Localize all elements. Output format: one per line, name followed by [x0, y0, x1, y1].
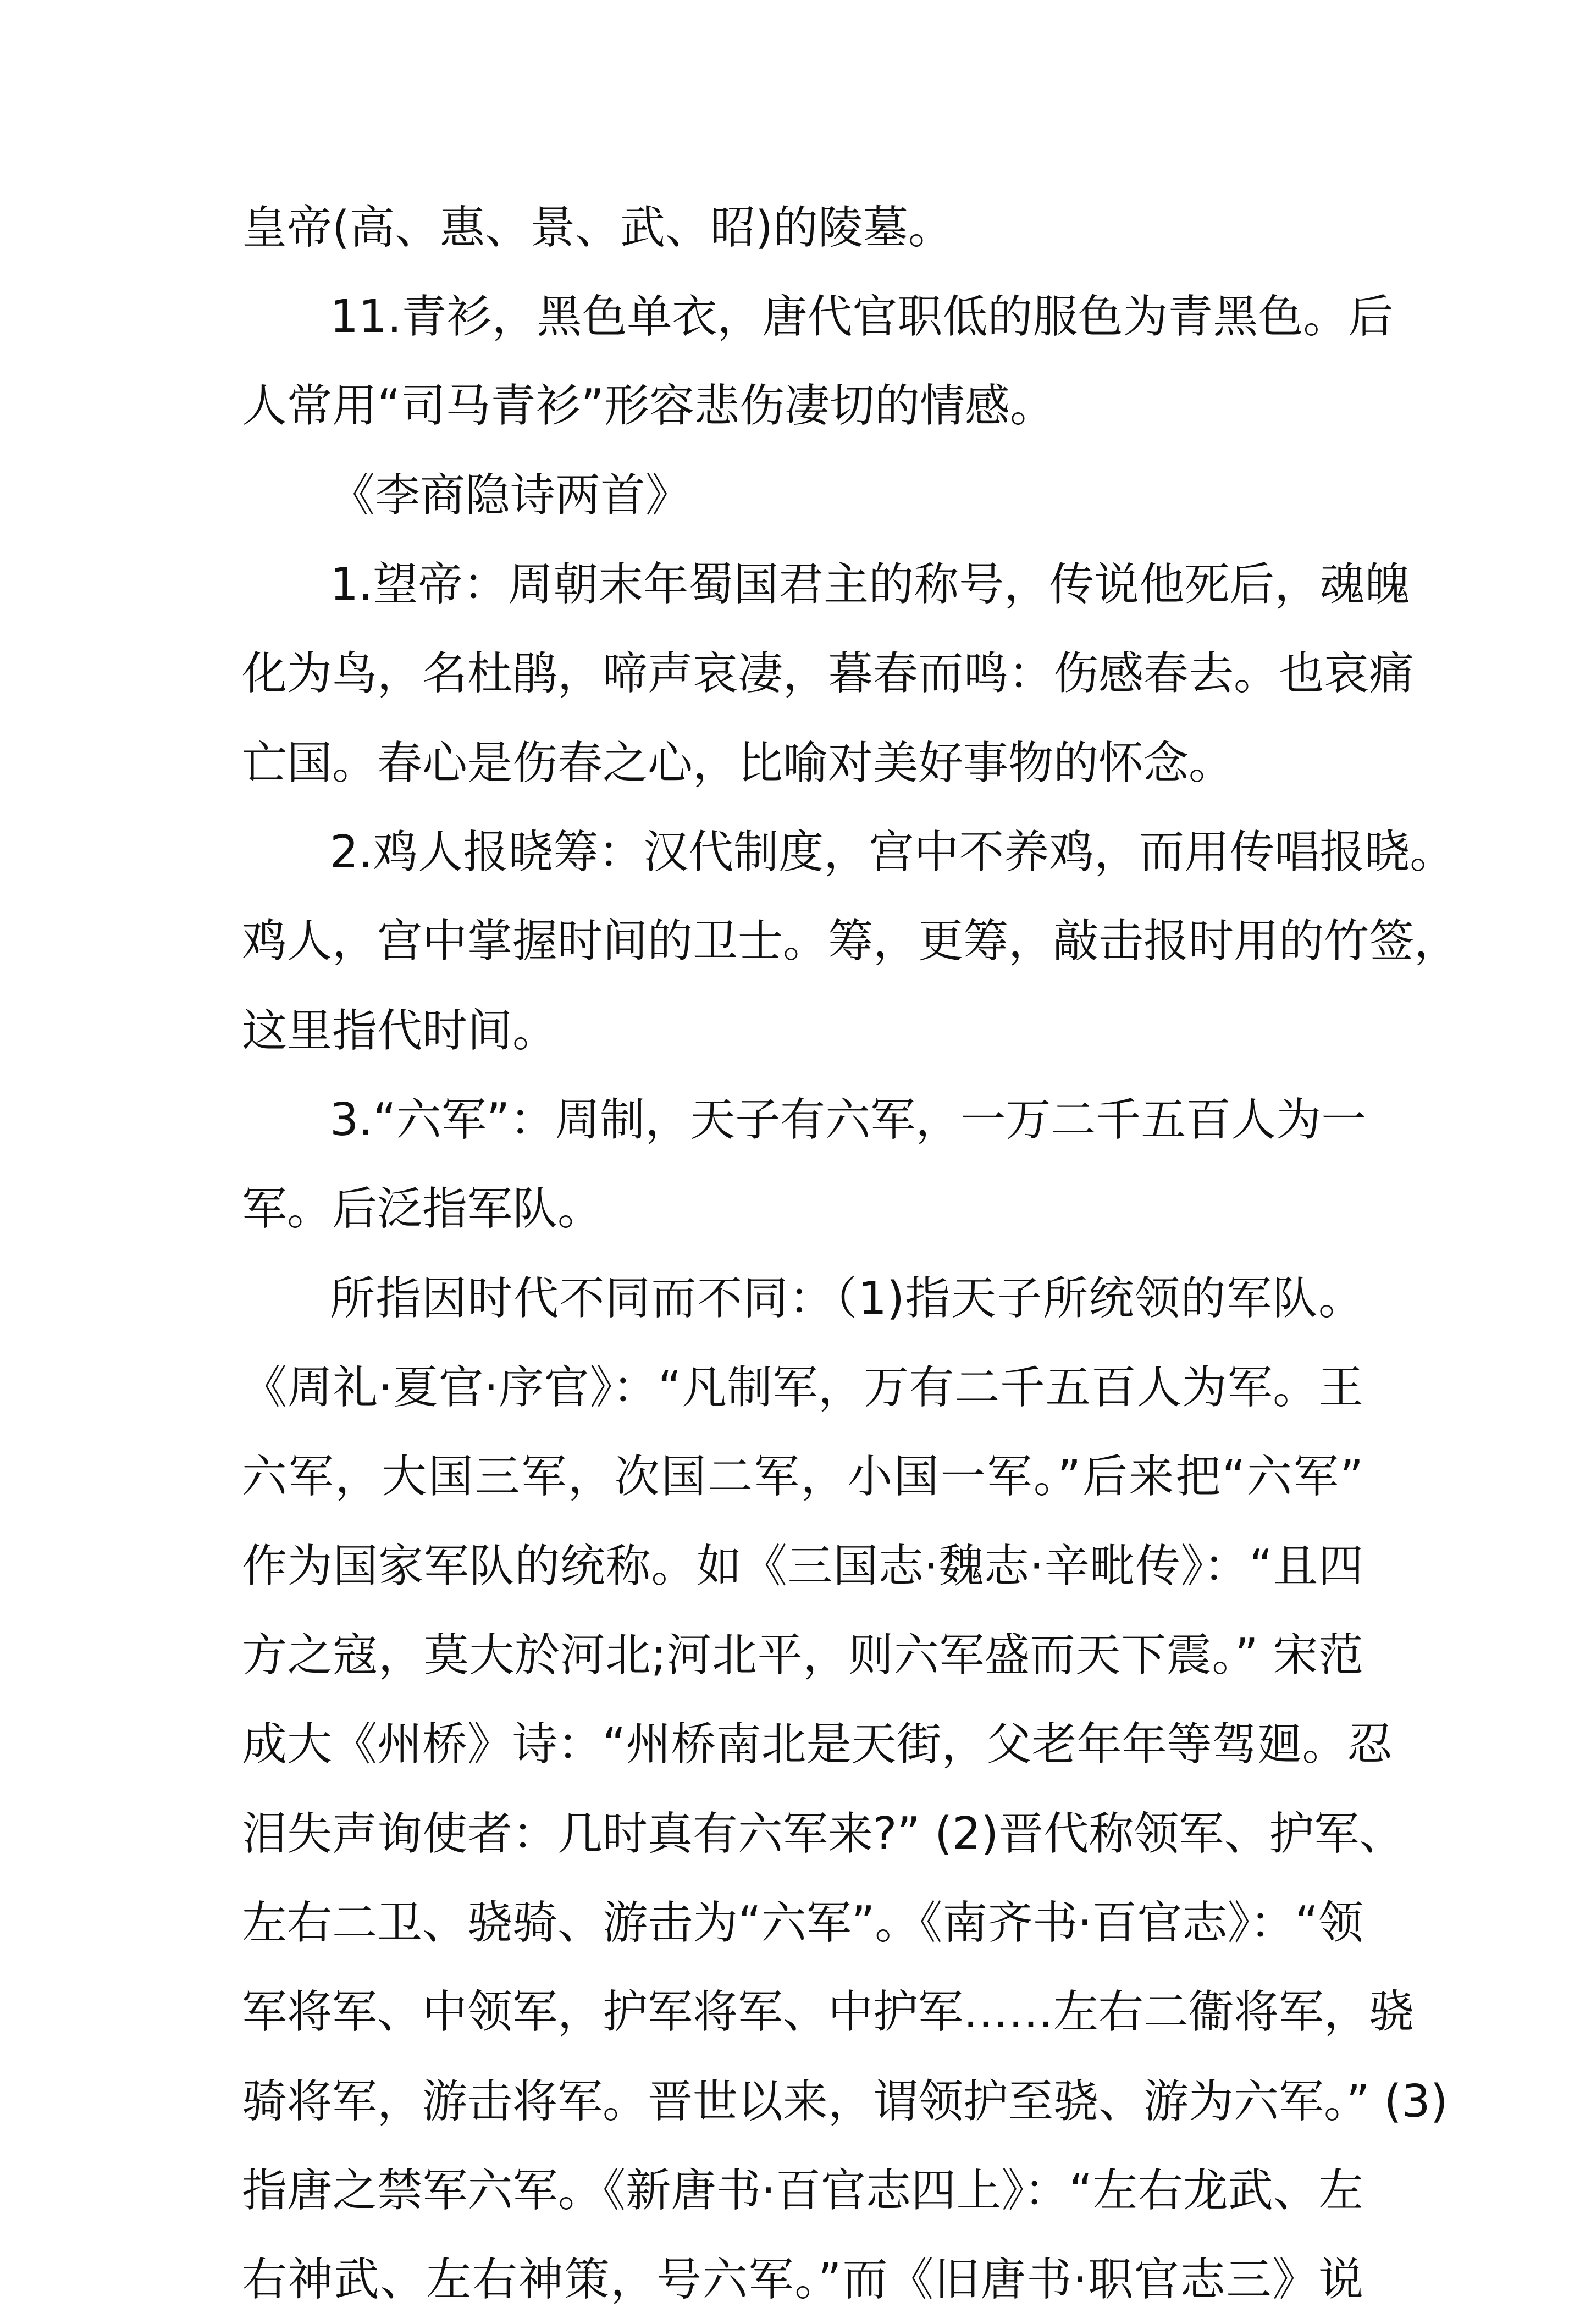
text-line: 这里指代时间。: [242, 1005, 558, 1057]
text-line: 2.鸡人报晓筹：汉代制度，宫中不养鸡，而用传唱报晓。: [330, 826, 1455, 878]
text-line: 1.望帝：周朝末年蜀国君主的称号，传说他死后，魂魄: [330, 558, 1410, 611]
text-line: 成大《州桥》诗：“州桥南北是天街，父老年年等驾廻。忍: [242, 1718, 1393, 1770]
section-title: 《李商隐诗两首》: [330, 469, 691, 522]
text-line: 皇帝(高、惠、景、武、昭)的陵墓。: [242, 202, 953, 254]
text-line: 右神武、左右神策，号六军。”而《旧唐书·职官志三》说: [242, 2254, 1363, 2306]
text-line: 所指因时代不同而不同：（1)指天子所统领的军队。: [330, 1272, 1363, 1325]
text-line: 指唐之禁军六军。《新唐书·百官志四上》：“左右龙武、左: [242, 2165, 1363, 2217]
text-line: 作为国家军队的统称。如《三国志·魏志·辛毗传》：“且四: [242, 1540, 1363, 1592]
text-line: 化为鸟，名杜鹃，啼声哀凄，暮春而鸣：伤感春去。也哀痛: [242, 648, 1415, 700]
text-line: 《周礼·夏官·序官》：“凡制军，万有二千五百人为军。王: [242, 1362, 1363, 1414]
text-line: 六军，大国三军，次国二军，小国一军。”后来把“六军”: [242, 1451, 1363, 1503]
text-line: 军。后泛指军队。: [242, 1183, 603, 1235]
text-line: 亡国。春心是伤春之心，比喻对美好事物的怀念。: [242, 737, 1234, 789]
text-line: 11.青衫，黑色单衣，唐代官职低的服色为青黑色。后: [330, 291, 1394, 343]
text-line: 左右二卫、骁骑、游击为“六军”。《南齐书·百官志》：“领: [242, 1897, 1363, 1949]
text-line: 军将军、中领军，护军将军、中护军……左右二衞将军，骁: [242, 1986, 1415, 2038]
text-line: 骑将军，游击将军。晋世以来，谓领护至骁、游为六军。” (3): [242, 2076, 1448, 2128]
text-line: 鸡人，宫中掌握时间的卫士。筹，更筹，敲击报时用的竹签，: [242, 915, 1460, 967]
text-line: 人常用“司马青衫”形容悲伤凄切的情感。: [242, 380, 1055, 432]
text-line: 方之寇，莫大於河北;河北平，则六军盛而天下震。” 宋范: [242, 1629, 1363, 1681]
text-line: 泪失声询使者：几时真有六军来?” (2)晋代称领军、护军、: [242, 1808, 1405, 1860]
text-line: 3.“六军”：周制，天子有六军，一万二千五百人为一: [330, 1094, 1367, 1146]
